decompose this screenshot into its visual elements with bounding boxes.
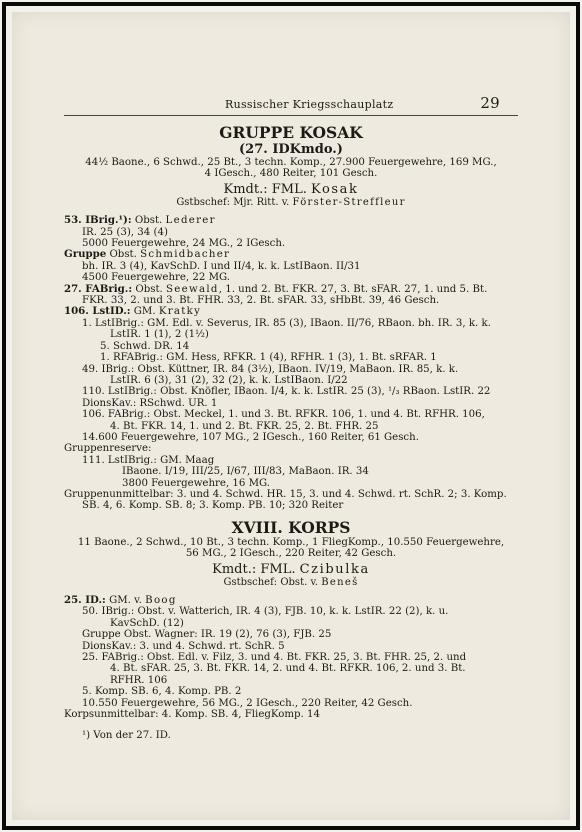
- unit-detail: RFHR. 106: [110, 674, 168, 686]
- unit-detail: 4. Bt. FKR. 14, 1. und 2. Bt. FKR. 25, 2. Bt. FHR. 25: [110, 420, 379, 432]
- strength-line: 44½ Baone., 6 Schwd., 25 Bt., 3 techn. Komp., 27.900 Feuergewehre, 169 MG.,: [85, 157, 497, 168]
- unit-detail: DionsKav.: RSchwd. UR. 1: [82, 397, 218, 409]
- unit-detail: LstIR. 1 (1), 2 (1½): [110, 329, 209, 341]
- book-page: [12, 12, 570, 820]
- running-header: [12, 94, 570, 116]
- unit-detail: KavSchD. (12): [110, 617, 184, 629]
- group-direct-units: Gruppenunmittelbar: 3. und 4. Schwd. HR. 15, 3. und 4. Schwd. rt. SchR. 2; 3. Komp.: [64, 488, 507, 500]
- unit-detail: 14.600 Feuergewehre, 107 MG., 2 IGesch., 160 Reiter, 61 Gesch.: [82, 431, 419, 443]
- unit-detail: 1. LstIBrig.: GM. Edl. v. Severus, IR. 85 (3), IBaon. II/76, RBaon. bh. IR. 3, k. k.: [82, 317, 491, 329]
- unit-53-ibrig: 53. IBrig.¹): Obst. Lederer: [64, 214, 216, 227]
- unit-detail: 10.550 Feuergewehre, 56 MG., 2 IGesch., 220 Reiter, 42 Gesch.: [82, 697, 413, 709]
- chief-of-staff-line: Gstbschef: Obst. v. Beneš: [223, 576, 359, 588]
- group-reserve-heading: Gruppenreserve:: [64, 443, 152, 455]
- footnote: ¹) Von der 27. ID.: [82, 730, 171, 742]
- unit-detail: LstIR. 6 (3), 31 (2), 32 (2), k. k. LstIBaon. I/22: [110, 374, 348, 386]
- unit-detail: FKR. 33, 2. und 3. Bt. FHR. 33, 2. Bt. sFAR. 33, sHbBt. 39, 46 Gesch.: [82, 295, 440, 307]
- header-rule: [64, 115, 518, 116]
- unit-detail: 111. LstIBrig.: GM. Maag: [82, 454, 215, 466]
- unit-27-fabrig: 27. FABrig.: Obst. Seewald, 1. und 2. Bt. FKR. 27, 3. Bt. sFAR. 27, 1. und 5. Bt.: [64, 282, 488, 295]
- unit-detail: 5000 Feuergewehre, 24 MG., 2 IGesch.: [82, 238, 286, 250]
- unit-detail: bh. IR. 3 (4), KavSchD. I und II/4, k. k. LstIBaon. II/31: [82, 260, 361, 272]
- section-title-xviii-korps: XVIII. KORPS: [231, 517, 351, 537]
- unit-detail: 106. FABrig.: Obst. Meckel, 1. und 3. Bt. RFKR. 106, 1. und 4. Bt. RFHR. 106,: [82, 409, 485, 421]
- commander-line: Kmdt.: FML. Czibulka: [212, 561, 370, 577]
- running-title: Russischer Kriegsschauplatz: [225, 98, 394, 111]
- unit-detail: 4500 Feuergewehre, 22 MG.: [82, 272, 231, 284]
- unit-detail: Gruppe Obst. Wagner: IR. 19 (2), 76 (3), FJB. 25: [82, 629, 332, 641]
- unit-detail: IBaone. I/19, III/25, I/67, III/83, MaBaon. IR. 34: [122, 466, 369, 478]
- unit-detail: 1. RFABrig.: GM. Hess, RFKR. 1 (4), RFHR. 1 (3), 1. Bt. sRFAR. 1: [100, 352, 437, 364]
- unit-detail: 49. IBrig.: Obst. Küttner, IR. 84 (3½), IBaon. IV/19, MaBaon. IR. 85, k. k.: [82, 363, 459, 375]
- unit-detail: 5. Schwd. DR. 14: [100, 340, 190, 352]
- strength-line: 11 Baone., 2 Schwd., 10 Bt., 3 techn. Komp., 1 FliegKomp., 10.550 Feuergewehre,: [77, 536, 505, 548]
- page-body: [64, 124, 518, 742]
- page-number: 29: [480, 94, 500, 112]
- unit-detail: 50. IBrig.: Obst. v. Watterich, IR. 4 (3), FJB. 10, k. k. LstIR. 22 (2), k. u.: [82, 606, 449, 618]
- strength-line: 4 IGesch., 480 Reiter, 101 Gesch.: [204, 168, 378, 180]
- unit-detail: 4. Bt. sFAR. 25, 3. Bt. FKR. 14, 2. und 4. Bt. RFKR. 106, 2. und 3. Bt.: [110, 663, 466, 675]
- unit-detail: 5. Komp. SB. 6, 4. Komp. PB. 2: [82, 686, 242, 698]
- commander-line: Kmdt.: FML. Kosak: [223, 181, 359, 197]
- section-title-gruppe-kosak: GRUPPE KOSAK: [219, 123, 363, 142]
- unit-detail: DionsKav.: 3. und 4. Schwd. rt. SchR. 5: [82, 640, 285, 652]
- unit-106-lstid: 106. LstID.: GM. Kratky: [64, 305, 202, 318]
- strength-line: 56 MG., 2 IGesch., 220 Reiter, 42 Gesch.: [185, 548, 397, 560]
- corps-direct-units: Korpsunmittelbar: 4. Komp. SB. 4, FliegKomp. 14: [64, 709, 320, 721]
- unit-detail: SB. 4, 6. Komp. SB. 8; 3. Komp. PB. 10; 320 Reiter: [82, 500, 344, 512]
- section-subtitle: (27. IDKmdo.): [239, 142, 343, 157]
- unit-detail: IR. 25 (3), 34 (4): [82, 226, 168, 238]
- unit-gruppe-schmidbacher: Gruppe Obst. Schmidbacher: [64, 248, 231, 261]
- unit-detail: 110. LstIBrig.: Obst. Knöfler, IBaon. I/4, k. k. LstIR. 25 (3), ¹/₃ RBaon. LstIR. 22: [82, 386, 491, 398]
- chief-of-staff-line: Gstbschef: Mjr. Ritt. v. Förster-Streffleur: [176, 196, 406, 208]
- unit-detail: 25. FABrig.: Obst. Edl. v. Filz, 3. und 4. Bt. FKR. 25, 3. Bt. FHR. 25, 2. und: [82, 652, 467, 664]
- unit-25-id: 25. ID.: GM. v. Boog: [64, 594, 177, 606]
- unit-detail: 3800 Feuergewehre, 16 MG.: [122, 477, 271, 489]
